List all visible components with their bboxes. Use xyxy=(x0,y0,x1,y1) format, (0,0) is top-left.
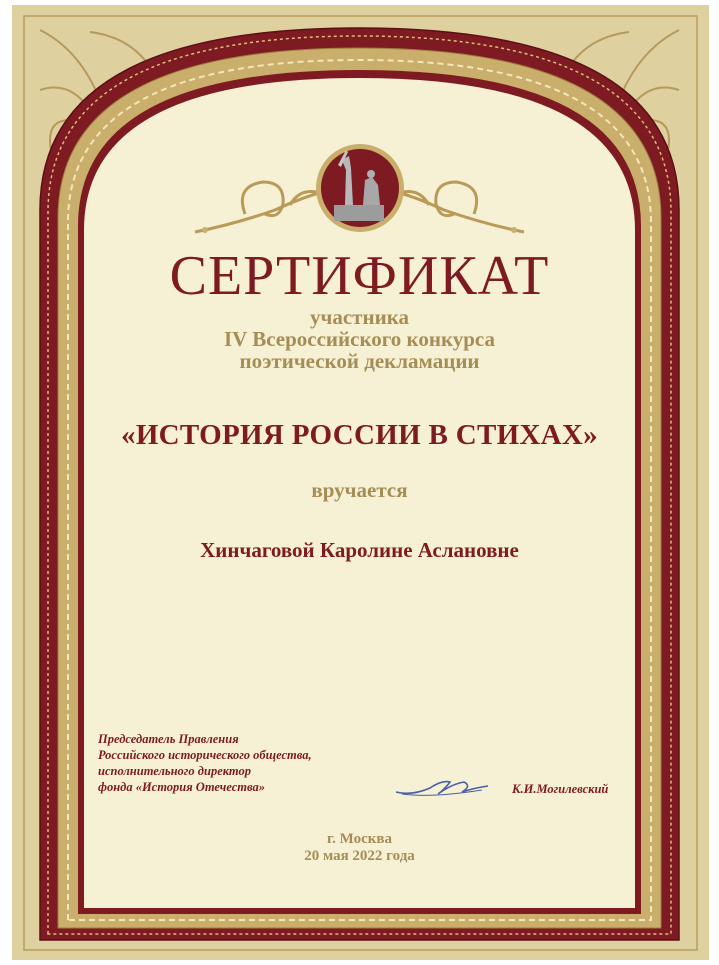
contest-name: «ИСТОРИЯ РОССИИ В СТИХАХ» xyxy=(121,419,598,451)
handwritten-signature xyxy=(392,772,492,802)
city: г. Москва xyxy=(327,831,392,847)
place-and-date xyxy=(0,831,719,865)
date: 20 мая 2022 года xyxy=(304,848,415,864)
chair-line: Российского исторического общества, xyxy=(98,748,312,762)
chair-title-block xyxy=(98,731,418,795)
chair-line: фонда «История Отечества» xyxy=(98,780,265,794)
certificate-title: СЕРТИФИКАТ xyxy=(169,245,550,307)
subtitle-line: поэтической декламации xyxy=(239,349,480,373)
minin-pozharsky-monument-emblem xyxy=(316,144,404,232)
chair-line: Председатель Правления xyxy=(98,732,239,746)
awarded-text: вручается xyxy=(311,478,408,502)
recipient-name: Хинчаговой Каролине Аслановне xyxy=(200,538,519,562)
subtitle-line: IV Всероссийского конкурса xyxy=(223,327,496,351)
subtitle-line: участника xyxy=(310,305,409,329)
chair-line: исполнительного директор xyxy=(98,764,251,778)
certificate-subtitle xyxy=(0,306,719,372)
signer-name: К.И.Могилевский xyxy=(512,782,609,796)
